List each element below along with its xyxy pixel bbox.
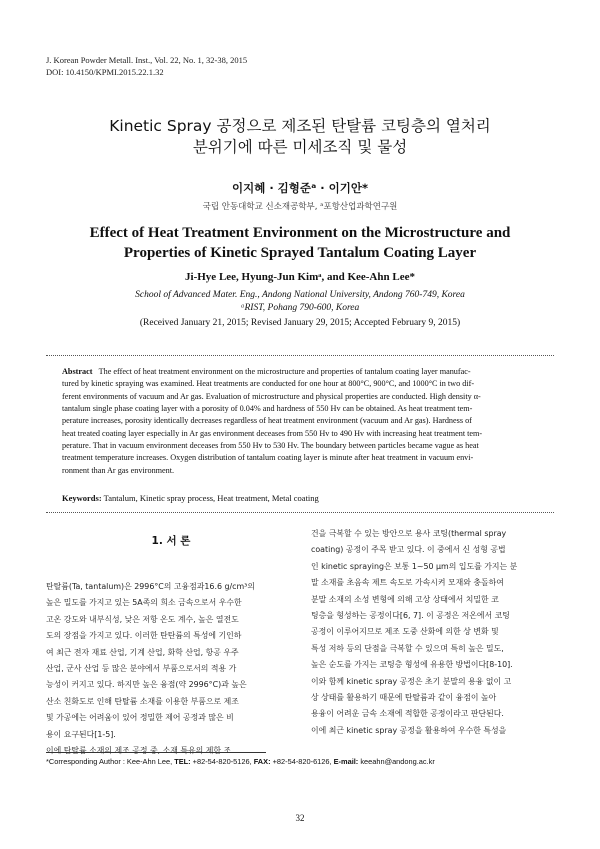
body-line: 여 최근 전자 재료 산업, 기계 산업, 화학 산업, 항공 우주	[46, 647, 239, 657]
section-heading-introduction: 1. 서 론	[151, 535, 191, 547]
body-line: coating) 공정이 주목 받고 있다. 이 중에서 신 성형 공법	[311, 545, 506, 555]
body-line: 높은 밀도를 가지고 있는 5A족의 희소 금속으로서 우수한	[46, 598, 242, 608]
body-line: 인 kinetic spraying은 보통 1~50 μm의 입도를 가지는 분	[311, 561, 518, 571]
body-line: 능성이 커지고 있다. 하지만 높은 융점(약 2996°C)과 높은	[46, 680, 247, 690]
keywords	[62, 493, 542, 503]
body-line: 공정이 이루어지므로 제조 도중 산화에 의한 상 변화 및	[311, 627, 499, 637]
body-right-column	[311, 526, 557, 739]
english-affiliation-2: ᵃRIST, Pohang 790-600, Korea	[240, 303, 360, 313]
body-line: 산소 친화도로 인해 탄탈륨 소재를 이용한 부품으로 제조	[46, 696, 239, 706]
abstract-line: perature. That in vacuum environment deceases from 550 Hv to 530 Hv. The boundary between particles became vague as heat	[62, 441, 479, 451]
journal-header	[46, 55, 247, 78]
body-line: 용이 요구된다[1-5].	[46, 729, 116, 739]
body-line: 산업, 군사 산업 등 많은 분야에서 부품으로서의 적용 가	[46, 664, 237, 674]
abstract-line: tantalum single phase coating layer with a porosity of 0.04% and hardness of 550 Hv can be obtained. As heat treatment tem-	[62, 404, 473, 414]
body-line: 도의 장점을 가지고 있다. 이러한 탄탄륨의 특성에 기인하	[46, 631, 242, 641]
english-title-line2: Properties of Kinetic Sprayed Tantalum Coating Layer	[123, 245, 477, 261]
journal-doi: DOI: 10.4150/KPMI.2015.22.1.32	[46, 66, 164, 77]
abstract-line: heat treated coating layer especially in Ar gas environment deceases from 550 Hv to 490 Hv with increasing heat treatment tem-	[62, 428, 483, 438]
abstract-line: The effect of heat treatment environment on the microstructure and properties of tantalum coating layer manufac-	[98, 367, 471, 376]
keywords-label: Keywords:	[62, 493, 102, 503]
english-title-line1: Effect of Heat Treatment Environment on the Microstructure and	[89, 225, 511, 241]
body-line: 건을 극복할 수 있는 방안으로 용사 코팅(thermal spray	[311, 529, 507, 538]
abstract-top-divider	[46, 355, 554, 356]
tel-number: +82-54-820-5126,	[190, 757, 254, 766]
footnote-rule	[46, 752, 266, 753]
abstract-bottom-divider	[46, 512, 554, 513]
body-line: 탄탈륨(Ta, tantalum)은 2996°C의 고융점과16.6 g/cm³의	[46, 582, 255, 591]
body-line: 팅층을 형성하는 공정이다[6, 7]. 이 공정은 저온에서 코팅	[311, 611, 510, 621]
abstract-block	[62, 366, 539, 477]
korean-title-line1: Kinetic Spray 공정으로 제조된 탄탈륨 코팅층의 열처리	[109, 117, 491, 135]
fax-label: FAX:	[253, 757, 271, 766]
fax-number: +82-54-820-6126,	[270, 757, 334, 766]
korean-affiliation: 국립 안동대학교 신소재공학부, ᵃ포항산업과학연구원	[202, 202, 398, 212]
received-dates: (Received January 21, 2015; Revised January 29, 2015; Accepted February 9, 2015)	[139, 318, 461, 328]
tel-label: TEL:	[174, 757, 191, 766]
body-line: 이에 탄탈륨 소재의 제조 공정 중, 소재 특유의 제한 조	[46, 746, 232, 756]
body-line: 상 상태를 활용하기 때문에 탄탈륨과 같이 융점이 높아	[311, 693, 497, 703]
email-address: keeahn@andong.ac.kr	[358, 757, 435, 766]
keywords-text: Tantalum, Kinetic spray process, Heat treatment, Metal coating	[103, 493, 319, 503]
korean-title-line2: 분위기에 따른 미세조직 및 물성	[192, 138, 408, 156]
body-line: 및 가공에는 어려움이 있어 정밀한 제어 공정과 많은 비	[46, 713, 234, 723]
abstract-label: Abstract	[62, 367, 93, 376]
abstract-line: tured by kinetic spraying was examined. Heat treatments are conducted for one hour at 800°C, 900°C, and 1000°C in two dif-	[62, 379, 475, 389]
body-line: 높은 순도를 가지는 코팅층 형성에 유용한 방법이다[8-10].	[311, 660, 513, 670]
body-left-column	[46, 579, 296, 759]
english-affiliation-1: School of Advanced Mater. Eng., Andong National University, Andong 760-749, Korea	[135, 290, 465, 300]
english-authors: Ji-Hye Lee, Hyung-Jun Kimᵃ, and Kee-Ahn Lee*	[185, 271, 415, 283]
body-line: 이에 최근 kinetic spray 공정을 활용하여 우수한 특성을	[311, 725, 507, 735]
body-line: 특성 저하 등의 단점을 극복할 수 있으며 특히 높은 밀도,	[311, 643, 504, 653]
korean-authors: 이지혜 · 김형준ᵃ · 이기안*	[231, 181, 368, 195]
footnote-prefix: *Corresponding Author : Kee-Ahn Lee,	[46, 757, 175, 766]
email-label: E-mail:	[333, 757, 359, 766]
abstract-line: perature increases, porosity identically decreases regardless of heat treatment environment (vacuum and Ar gas). Hardness of	[62, 416, 472, 426]
body-line: 말 소재를 초음속 제트 속도로 가속시켜 모재와 충돌하여	[311, 578, 504, 588]
abstract-line: ferent environments of vacuum and Ar gas. Evaluation of microstructure and physical properties are conducted. High density α-	[62, 391, 481, 401]
body-line: 용융이 어려운 금속 소재에 적합한 공정이라고 판단된다.	[311, 709, 504, 719]
body-line: 고온 강도와 내부식성, 낮은 저항 온도 계수, 높은 열전도	[46, 614, 239, 624]
corresponding-author-footnote	[46, 757, 435, 766]
journal-citation: J. Korean Powder Metall. Inst., Vol. 22, No. 1, 32-38, 2015	[46, 55, 248, 65]
body-line: 이와 함께 kinetic spray 공정은 초기 분말의 용융 없이 고	[311, 676, 512, 686]
page-number: 32	[295, 813, 305, 823]
body-line: 분말 소재의 소성 변형에 의해 고상 상태에서 치밀한 코	[311, 594, 499, 604]
abstract-line: treatment temperature increases. Oxygen distribution of tantalum coating layer is minute after heat treatment in vacuum envi-	[62, 453, 474, 463]
abstract-line: ronment than Ar gas environment.	[62, 465, 175, 475]
